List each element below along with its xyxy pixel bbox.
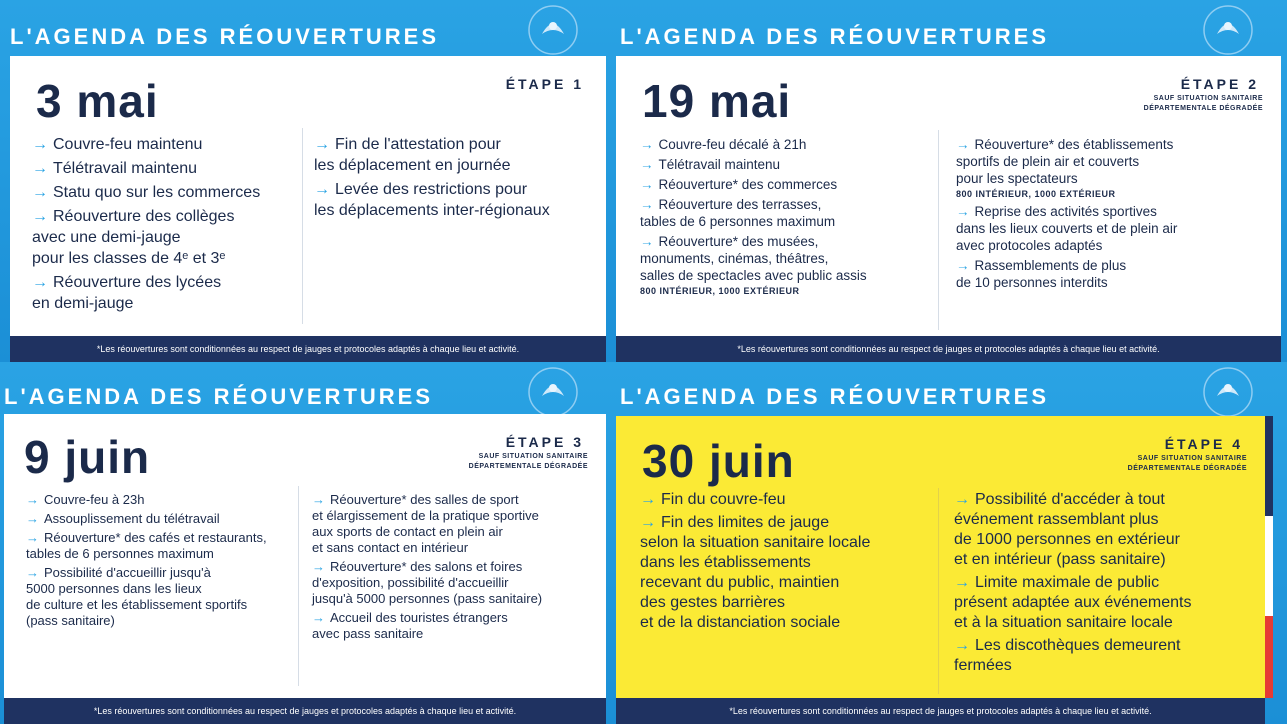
measure-text: 5000 personnes dans les lieux: [26, 581, 202, 596]
panel-etape-3: [0, 362, 612, 724]
measure-text: Couvre-feu à 23h: [44, 492, 145, 507]
step-label: ÉTAPE 1: [505, 76, 584, 92]
measure-item: [32, 272, 297, 314]
arrow-right-icon: →: [26, 492, 39, 507]
measures-left: [640, 490, 940, 636]
measure-item: [32, 206, 297, 269]
seal-icon: [1197, 4, 1259, 56]
panel-etape-1: [0, 0, 612, 362]
step-label: ÉTAPE 3: [505, 434, 584, 450]
panel-etape-4: [612, 362, 1287, 724]
measure-text: aux sports de contact en plein air: [312, 524, 503, 539]
measure-item: [32, 134, 297, 155]
measure-text: et élargissement de la pratique sportive: [312, 508, 539, 523]
measure-text: Levée des restrictions pour: [335, 181, 528, 198]
measure-item: [954, 490, 1244, 570]
flag-red-stripe: [1265, 616, 1273, 698]
measure-text: dans les établissements: [640, 554, 811, 571]
arrow-right-icon: →: [312, 492, 325, 507]
measure-text: présent adaptée aux événements: [954, 594, 1192, 611]
arrow-right-icon: →: [26, 565, 39, 580]
footnote: *Les réouvertures sont conditionnées au respect de jauges et protocoles adaptés à chaque lieu et activité.: [616, 336, 1281, 362]
measure-text: Réouverture des lycées: [53, 274, 222, 291]
measure-item: [640, 490, 940, 510]
step-condition: SAUF SITUATION SANITAIRE DÉPARTEMENTALE DÉGRADÉE: [1143, 95, 1263, 112]
arrow-right-icon: →: [32, 184, 48, 201]
arrow-right-icon: →: [26, 511, 39, 526]
arrow-right-icon: →: [26, 530, 39, 545]
arrow-right-icon: →: [312, 559, 325, 574]
measure-item: [640, 136, 940, 153]
column-divider: [938, 488, 939, 694]
measure-item: [32, 182, 297, 203]
measure-text: tables de 6 personnes maximum: [26, 546, 214, 561]
measure-text: de 10 personnes interdits: [956, 275, 1108, 290]
measures-right: [312, 492, 602, 645]
measure-text: jusqu'à 5000 personnes (pass sanitaire): [312, 591, 543, 606]
seal-icon: [522, 366, 584, 418]
panel-card: [616, 416, 1265, 698]
measure-text: d'exposition, possibilité d'accueillir: [312, 575, 509, 590]
measure-item: [26, 492, 306, 508]
footnote: *Les réouvertures sont conditionnées au respect de jauges et protocoles adaptés à chaque lieu et activité.: [616, 698, 1265, 724]
arrow-right-icon: →: [314, 181, 330, 198]
measure-text: recevant du public, maintien: [640, 574, 840, 591]
step-date: 19 mai: [642, 75, 792, 127]
arrow-right-icon: →: [640, 177, 654, 192]
measure-text: tables de 6 personnes maximum: [640, 214, 836, 229]
measure-text: Réouverture* des musées,: [658, 234, 819, 249]
step-date: 30 juin: [642, 435, 795, 487]
measure-text: événement rassemblant plus: [954, 511, 1159, 528]
step-date: 3 mai: [36, 75, 159, 127]
measure-text: pour les spectateurs: [956, 171, 1078, 186]
measure-item: [956, 257, 1266, 291]
measure-item: [954, 573, 1244, 633]
measure-item: [26, 511, 306, 527]
measure-item: [314, 179, 599, 221]
measure-text: en demi-jauge: [32, 295, 134, 312]
measure-text: Réouverture* des cafés et restaurants,: [44, 530, 267, 545]
measures-right: [956, 136, 1266, 294]
arrow-right-icon: →: [32, 160, 48, 177]
measure-text: Fin du couvre-feu: [661, 491, 786, 508]
measure-text: Réouverture* des établissements: [974, 137, 1174, 152]
arrow-right-icon: →: [32, 136, 48, 153]
measures-right: [314, 134, 599, 224]
measure-text: et en intérieur (pass sanitaire): [954, 551, 1166, 568]
arrow-right-icon: →: [32, 274, 48, 291]
measure-text: Télétravail maintenu: [658, 157, 781, 172]
arrow-right-icon: →: [640, 137, 654, 152]
measure-text: Fin des limites de jauge: [661, 514, 830, 531]
column-divider: [298, 486, 299, 686]
measure-text: avec une demi-jauge: [32, 229, 181, 246]
measures-left: [32, 134, 297, 317]
measure-text: Réouverture* des commerces: [658, 177, 838, 192]
measure-item: [26, 565, 306, 629]
measure-item: [314, 134, 599, 176]
measure-text: Réouverture* des salles de sport: [330, 492, 519, 507]
measure-text: et sans contact en intérieur: [312, 540, 469, 555]
measure-text: fermées: [954, 657, 1012, 674]
measure-item: [32, 158, 297, 179]
measure-text: Possibilité d'accéder à tout: [975, 491, 1165, 508]
measure-text: selon la situation sanitaire locale: [640, 534, 871, 551]
seal-icon: [522, 4, 584, 56]
column-divider: [302, 128, 303, 324]
measure-text: de 1000 personnes en extérieur: [954, 531, 1180, 548]
measure-text: Possibilité d'accueillir jusqu'à: [44, 565, 211, 580]
step-condition: SAUF SITUATION SANITAIRE DÉPARTEMENTALE DÉGRADÉE: [468, 453, 588, 470]
arrow-right-icon: →: [640, 234, 654, 249]
arrow-right-icon: →: [956, 258, 970, 273]
step-condition: SAUF SITUATION SANITAIRE DÉPARTEMENTALE DÉGRADÉE: [1127, 455, 1247, 472]
footnote: *Les réouvertures sont conditionnées au respect de jauges et protocoles adaptés à chaque lieu et activité.: [10, 336, 606, 362]
panel-header: L'AGENDA DES RÉOUVERTURES: [10, 24, 440, 49]
arrow-right-icon: →: [640, 491, 656, 508]
measure-text: avec protocoles adaptés: [956, 238, 1103, 253]
measure-text: Réouverture* des salons et foires: [330, 559, 523, 574]
arrow-right-icon: →: [956, 137, 970, 152]
panel-header: L'AGENDA DES RÉOUVERTURES: [620, 384, 1050, 409]
arrow-right-icon: →: [954, 637, 970, 654]
measure-text: les déplacement en journée: [314, 157, 511, 174]
measures-left: [26, 492, 306, 632]
footnote: *Les réouvertures sont conditionnées au respect de jauges et protocoles adaptés à chaque lieu et activité.: [4, 698, 606, 724]
measure-item: [312, 492, 602, 556]
measure-text: Couvre-feu maintenu: [53, 136, 203, 153]
panel-header: L'AGENDA DES RÉOUVERTURES: [4, 384, 434, 409]
panel-card: [4, 414, 606, 698]
capacity-note: 800 INTÉRIEUR, 1000 EXTÉRIEUR: [640, 286, 800, 296]
panel-etape-2: [612, 0, 1287, 362]
panel-card: [616, 56, 1281, 336]
measure-text: de culture et les établissement sportifs: [26, 597, 248, 612]
measure-item: [312, 610, 602, 642]
measure-text: Télétravail maintenu: [53, 160, 198, 177]
measure-item: [26, 530, 306, 562]
measure-text: Limite maximale de public: [975, 574, 1160, 591]
measure-text: Réouverture des collèges: [53, 208, 235, 225]
measure-item: [640, 176, 940, 193]
measure-text: monuments, cinémas, théâtres,: [640, 251, 829, 266]
measure-text: sportifs de plein air et couverts: [956, 154, 1140, 169]
measure-text: Reprise des activités sportives: [974, 204, 1157, 219]
measure-text: et à la situation sanitaire locale: [954, 614, 1173, 631]
measure-text: les déplacements inter-régionaux: [314, 202, 550, 219]
measure-text: avec pass sanitaire: [312, 626, 424, 641]
measure-text: des gestes barrières: [640, 594, 785, 611]
measure-text: salles de spectacles avec public assis: [640, 268, 867, 283]
measure-item: [956, 203, 1266, 254]
measure-text: Rassemblements de plus: [974, 258, 1127, 273]
measure-text: pour les classes de 4ᵉ et 3ᵉ: [32, 250, 226, 267]
measure-text: Assouplissement du télétravail: [44, 511, 220, 526]
measures-right: [954, 490, 1244, 679]
measure-text: Accueil des touristes étrangers: [330, 610, 508, 625]
arrow-right-icon: →: [640, 157, 654, 172]
arrow-right-icon: →: [640, 197, 654, 212]
flag-blue-stripe: [1265, 416, 1273, 516]
arrow-right-icon: →: [956, 204, 970, 219]
panel-card: [10, 56, 606, 336]
step-date: 9 juin: [24, 431, 151, 483]
column-divider: [938, 130, 939, 330]
capacity-note: 800 INTÉRIEUR, 1000 EXTÉRIEUR: [956, 189, 1116, 199]
measure-text: Les discothèques demeurent: [975, 637, 1181, 654]
measure-text: Couvre-feu décalé à 21h: [658, 137, 807, 152]
arrow-right-icon: →: [314, 136, 330, 153]
arrow-right-icon: →: [640, 514, 656, 531]
measure-item: [640, 513, 940, 633]
step-label: ÉTAPE 4: [1164, 436, 1243, 452]
measure-text: Fin de l'attestation pour: [335, 136, 501, 153]
measures-left: [640, 136, 940, 300]
measure-item: [640, 196, 940, 230]
panel-header: L'AGENDA DES RÉOUVERTURES: [620, 24, 1050, 49]
measure-text: dans les lieux couverts et de plein air: [956, 221, 1178, 236]
arrow-right-icon: →: [312, 610, 325, 625]
measure-item: [312, 559, 602, 607]
seal-icon: [1197, 366, 1259, 418]
measure-item: [954, 636, 1244, 676]
measure-item: [640, 233, 940, 297]
measure-item: [640, 156, 940, 173]
arrow-right-icon: →: [32, 208, 48, 225]
measure-text: et de la distanciation sociale: [640, 614, 841, 631]
measure-text: (pass sanitaire): [26, 613, 115, 628]
flag-white-stripe: [1265, 516, 1273, 616]
measure-item: [956, 136, 1266, 200]
arrow-right-icon: →: [954, 491, 970, 508]
measure-text: Réouverture des terrasses,: [658, 197, 822, 212]
step-label: ÉTAPE 2: [1180, 76, 1259, 92]
arrow-right-icon: →: [954, 574, 970, 591]
measure-text: Statu quo sur les commerces: [53, 184, 261, 201]
